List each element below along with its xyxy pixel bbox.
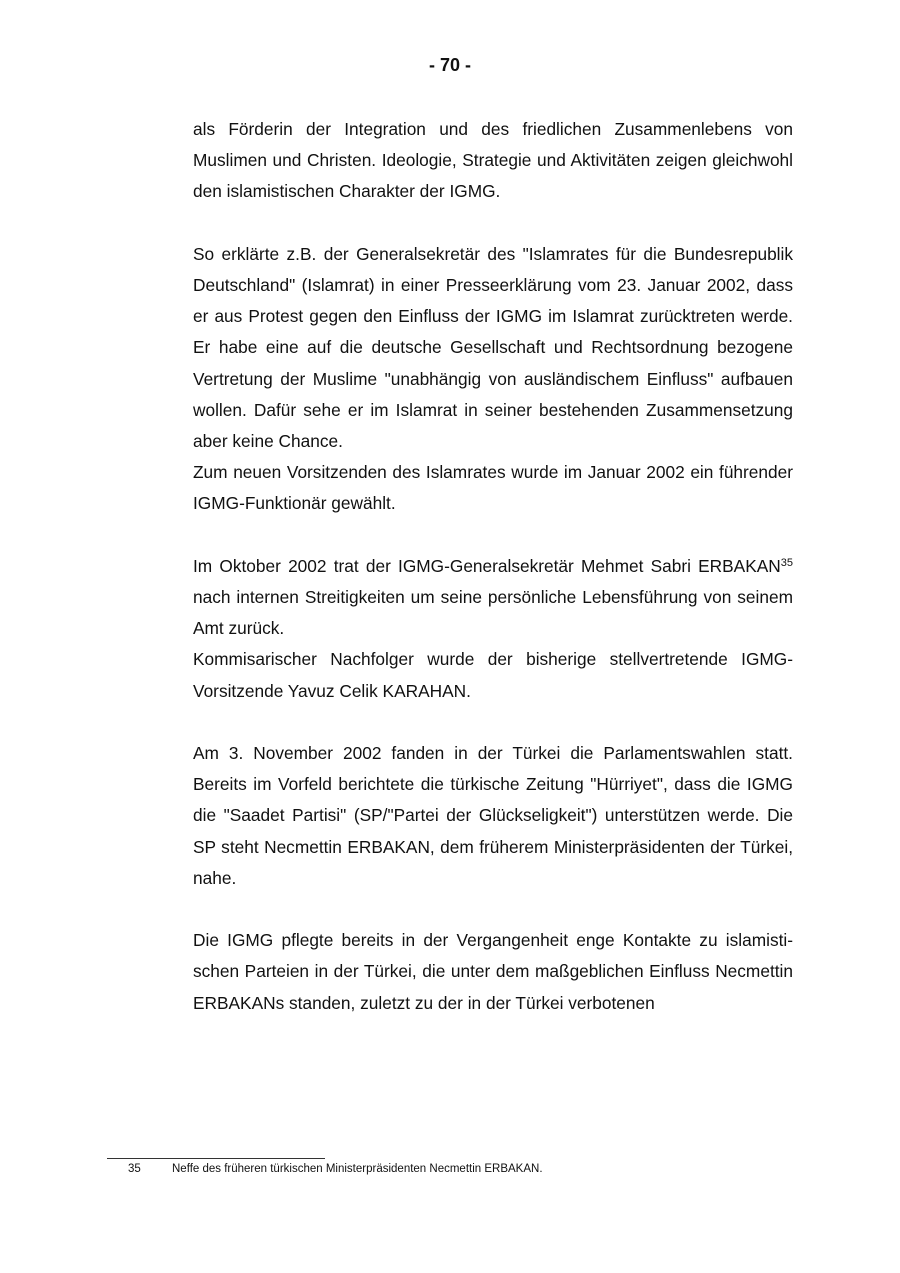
erbakan-text-before: Im Oktober 2002 trat der IGMG-Generalsekretär Mehmet Sabri ERBAKAN bbox=[193, 555, 781, 576]
footnote-divider bbox=[107, 1158, 325, 1159]
paragraph-integration: als Förderin der Integration und des friedlichen Zusammenlebens von Muslimen und Christen. Ideologie, Strategie und Aktivitäten zeigen gleichwohl den islamistischen Charakter der IGMG. bbox=[193, 119, 793, 202]
paragraph-karahan-successor: Kommisarischer Nachfolger wurde der bisherige stellvertretende IGMG-Vorsitzende Yavuz Celik KARAHAN. bbox=[193, 649, 793, 701]
body-text bbox=[193, 114, 793, 1019]
footnote-text: Neffe des früheren türkischen Ministerpräsidenten Necmettin ERBAKAN. bbox=[172, 1163, 543, 1175]
paragraph-islamrat-chairman: Zum neuen Vorsitzenden des Islamrates wurde im Januar 2002 ein führender IGMG-Funktionär gewählt. bbox=[193, 462, 793, 514]
paragraph-contacts: Die IGMG pflegte bereits in der Vergangenheit enge Kontakte zu islamistischen Parteien in der Türkei, die unter dem maßgeblichen Einfluss Necmettin ERBAKANs standen, zuletzt zu der in der Türkei verbotenen bbox=[193, 930, 793, 1013]
page-number: - 70 - bbox=[428, 55, 471, 75]
paragraph-islamrat-statement: So erklärte z.B. der Generalsekretär des "Islamrates für die Bundesrepublik Deutschland" (Islamrat) in einer Presseerklärung vom 23. Januar 2002, dass er aus Protest gegen den Einfluss der IGMG im Islamrat zurücktreten werde. Er habe eine auf die deutsche Gesellschaft und Rechtsordnung bezogene Vertretung der Muslime "unabhängig von ausländischem Einfluss" aufbauen wollen. Dafür sehe er im Islamrat in seiner bestehenden Zusammensetzung aber keine Chance. bbox=[193, 243, 793, 452]
paragraph-erbakan-resignation bbox=[193, 551, 793, 645]
erbakan-text-after: nach internen Streitigkeiten um seine persönliche Lebensführung von seinem Amt zurück. bbox=[193, 587, 793, 639]
paragraph-elections: Am 3. November 2002 fanden in der Türkei die Parlamentswahlen statt. Bereits im Vorfeld berichtete die türkische Zeitung "Hürriyet", dass die IGMG die "Saadet Partisi" (SP/"Partei der Glückseligkeit") unterstützen werde. Die SP steht Necmettin ERBAKAN, dem früherem Ministerpräsidenten der Türkei, nahe. bbox=[193, 743, 793, 888]
footnote-reference[interactable]: 35 bbox=[780, 556, 793, 569]
footnote-number: 35 bbox=[128, 1163, 141, 1175]
